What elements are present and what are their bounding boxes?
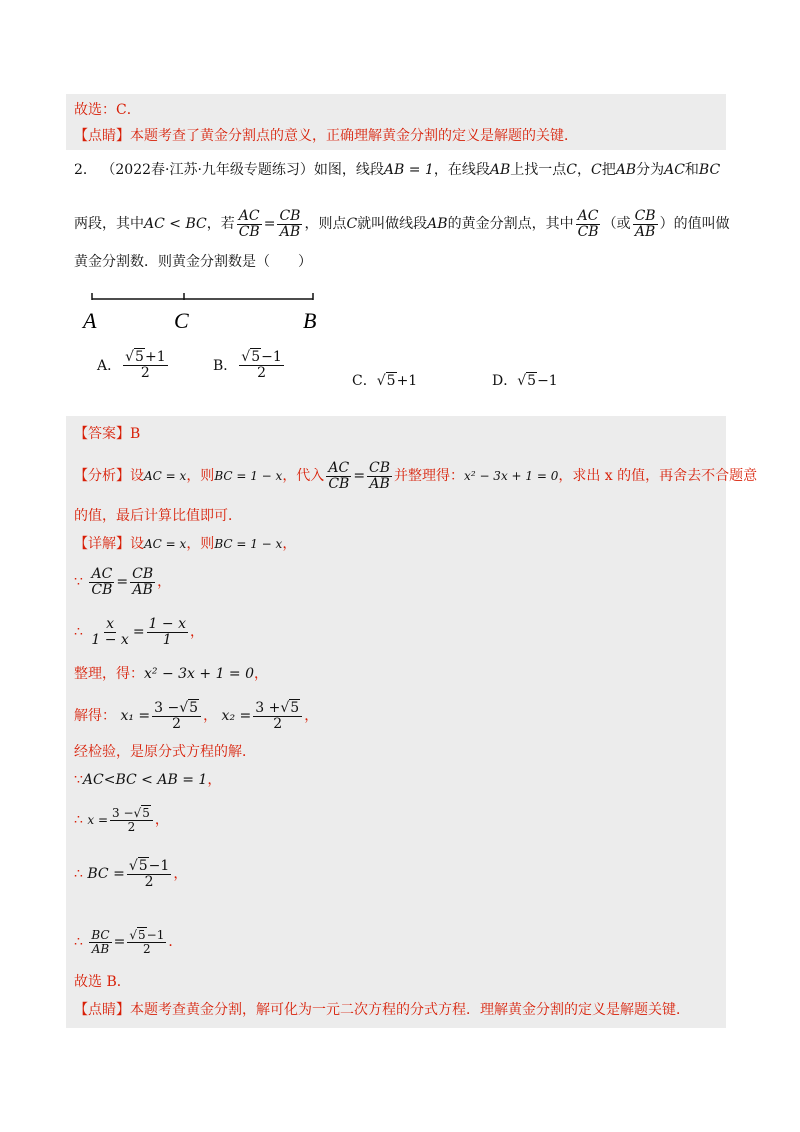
text: ，求出 x 的值，再舍去不合题意 (558, 468, 758, 484)
therefore-symbol: ∴ (74, 624, 83, 640)
num: x (106, 615, 115, 632)
analysis-tag: 【分析】 (74, 468, 130, 484)
choose-line: 故选 B． (74, 974, 131, 990)
math: BC = 1 − x (214, 537, 283, 551)
question-number: 2． (74, 162, 97, 178)
text: ， (154, 812, 169, 828)
step-1 (74, 560, 171, 604)
num: AC (91, 565, 113, 582)
num: CB (132, 565, 154, 582)
sqrt-symbol: √ (129, 927, 137, 942)
step-7 (74, 800, 169, 840)
den: CB (238, 223, 260, 240)
step-9 (74, 920, 182, 964)
math: C (346, 216, 358, 232)
label-a: A (83, 308, 97, 333)
text: = (263, 216, 276, 232)
num: AC (328, 459, 350, 476)
math: BC = (87, 866, 125, 882)
math: x = (87, 813, 109, 827)
text: ， (282, 536, 297, 552)
den: 1 − x (91, 631, 129, 648)
comment-text: 本题考查了黄金分割点的意义，正确理解黄金分割的定义是解题的关键． (130, 128, 578, 144)
text: ，若 (206, 216, 235, 232)
den: AB (634, 223, 656, 240)
fraction (152, 701, 201, 731)
radicand: 5 (138, 857, 148, 874)
math: AB (489, 162, 511, 178)
option-label: A． (97, 358, 122, 375)
text: 的黄金分割点，其中 (447, 216, 574, 232)
text: −1 (261, 349, 282, 365)
text: ， (203, 708, 218, 724)
answer-line: 【答案】B (74, 426, 141, 442)
math: x² − 3x + 1 = 0 (144, 666, 255, 682)
math: C (590, 162, 602, 178)
step-4 (74, 694, 318, 738)
den: AB (132, 581, 153, 598)
den: 2 (273, 715, 283, 732)
text: −1 (537, 373, 558, 389)
math: AB (615, 162, 637, 178)
fraction (253, 701, 302, 731)
fraction (89, 567, 114, 597)
step-3 (74, 664, 268, 684)
text: = (353, 468, 366, 484)
step-8 (74, 852, 187, 896)
math: BC (698, 162, 721, 178)
math: C (566, 162, 577, 178)
fraction (633, 209, 658, 239)
solution-comment-line (74, 1000, 690, 1020)
num: CB (279, 207, 301, 224)
sqrt-symbol: √ (125, 349, 135, 365)
text: 解得： (74, 708, 116, 724)
text: ， (576, 162, 591, 178)
text: ）的值叫做 (659, 216, 730, 232)
fraction (89, 929, 111, 955)
text: ， (189, 624, 204, 640)
num: AC (238, 207, 260, 224)
den: 2 (127, 819, 136, 834)
fraction (239, 350, 283, 380)
text: +1 (396, 373, 418, 389)
text: 设 (130, 536, 144, 552)
num: CB (634, 207, 656, 224)
sqrt-symbol: √ (133, 805, 142, 820)
fraction (130, 567, 155, 597)
math: AC < BC (144, 216, 207, 232)
comment-tag: 【点睛】 (74, 128, 130, 144)
fraction (277, 209, 302, 239)
option-c[interactable] (352, 370, 417, 390)
math: AC = x (144, 537, 187, 551)
detail-tag: 【详解】 (74, 536, 130, 552)
text: 分为 (636, 162, 665, 178)
because-symbol: ∵ (74, 574, 83, 590)
text: = (116, 574, 129, 590)
text: 上找一点 (510, 162, 567, 178)
den: CB (577, 223, 599, 240)
therefore-symbol: ∴ (74, 866, 83, 882)
option-a[interactable] (97, 350, 170, 380)
sqrt-symbol: √ (280, 699, 290, 716)
text: −1 (146, 927, 165, 942)
den: CB (91, 581, 113, 598)
radicand: 5 (527, 373, 537, 389)
den: AB (279, 223, 301, 240)
option-d[interactable] (492, 370, 558, 390)
text: 就叫做线段 (357, 216, 428, 232)
math: x₁ = (120, 708, 151, 724)
therefore-symbol: ∴ (74, 812, 83, 828)
den: 1 (162, 631, 172, 648)
label-c: C (174, 308, 189, 333)
text: ， (207, 772, 222, 788)
text: 并整理得： (394, 468, 465, 484)
text: ，在线段 (433, 162, 490, 178)
option-label: B． (213, 358, 238, 375)
step-6 (74, 770, 221, 790)
text: ， (304, 708, 319, 724)
text: 把 (601, 162, 616, 178)
text: 3 − (154, 699, 180, 716)
text: 设 (130, 468, 144, 484)
step-2 (74, 610, 204, 654)
question-line-1 (74, 160, 720, 180)
text: 两段，其中 (74, 216, 144, 232)
analysis-line-2: 的值，最后计算比值即可． (74, 508, 242, 524)
radicand: 5 (142, 805, 150, 820)
fraction (147, 617, 188, 647)
radicand: 5 (386, 373, 396, 389)
text: −1 (148, 857, 170, 874)
math: x₂ = (221, 708, 252, 724)
math: x² − 3x + 1 = 0 (464, 469, 559, 483)
fraction (127, 859, 171, 889)
question-line-2 (74, 202, 730, 246)
text: 3 + (255, 699, 281, 716)
den: 2 (172, 715, 182, 732)
fraction (127, 929, 166, 955)
math: BC = 1 − x (214, 469, 283, 483)
num: BC (91, 927, 110, 942)
num: CB (369, 459, 391, 476)
radicand: 5 (189, 699, 199, 716)
comment-tag: 【点睛】 (74, 1002, 130, 1018)
option-label: C． (352, 373, 377, 389)
den: 2 (140, 364, 150, 381)
radicand: 5 (290, 699, 300, 716)
therefore-symbol: ∴ (74, 934, 83, 950)
top-comment-line (74, 126, 578, 146)
detail-line (74, 534, 296, 554)
text: ，则点 (304, 216, 347, 232)
den: 2 (257, 364, 266, 381)
den: 2 (143, 941, 151, 956)
math: AB = 1 (383, 162, 434, 178)
question-line-3: 黄金分割数．则黄金分割数是（ ） (74, 254, 312, 270)
radicand: 5 (251, 349, 261, 365)
text: = (132, 624, 145, 640)
fraction (110, 807, 153, 833)
text: ， (254, 666, 269, 682)
math: AC = x (144, 469, 187, 483)
analysis-line-1 (74, 454, 757, 498)
sqrt-symbol: √ (376, 373, 386, 389)
text: ，则 (186, 468, 215, 484)
text: 如图，线段 (313, 162, 384, 178)
sqrt-symbol: √ (128, 857, 138, 874)
math: AC (664, 162, 685, 178)
top-answer-line: 故选：C． (74, 102, 141, 118)
num: AC (577, 207, 599, 224)
fraction (237, 209, 262, 239)
label-b: B (303, 308, 317, 333)
num: 1 − x (148, 615, 186, 632)
radicand: 5 (138, 927, 146, 942)
fraction (367, 461, 392, 491)
text: +1 (144, 349, 166, 365)
question-source: （2022春·江苏·九年级专题练习） (101, 162, 314, 178)
math: AB (427, 216, 448, 232)
den: 2 (144, 873, 154, 890)
step-5: 经检验，是原分式方程的解． (74, 744, 256, 760)
text: 3 − (112, 805, 134, 820)
text: 和 (684, 162, 699, 178)
fraction (89, 617, 130, 647)
math: AC<BC < AB = 1 (82, 772, 208, 788)
comment-text: 本题考查黄金分割，解可化为一元二次方程的分式方程．理解黄金分割的定义是解题关键． (130, 1002, 690, 1018)
fraction (123, 350, 167, 380)
because-symbol: ∵ (74, 772, 83, 788)
sqrt-symbol: √ (179, 699, 189, 716)
den: AB (369, 475, 390, 492)
text: （或 (602, 216, 631, 232)
sqrt-symbol: √ (241, 349, 251, 365)
den: CB (328, 475, 350, 492)
text: ，代入 (282, 468, 325, 484)
text: = (113, 934, 126, 950)
sqrt-symbol: √ (517, 373, 527, 389)
option-label: D． (492, 373, 518, 389)
radicand: 5 (135, 349, 144, 365)
text: 整理，得： (74, 666, 144, 682)
fraction (326, 461, 351, 491)
text: ， (173, 866, 188, 882)
den: AB (91, 941, 110, 956)
text: ，则 (186, 536, 215, 552)
fraction (576, 209, 601, 239)
text: ， (157, 574, 172, 590)
text: ． (168, 934, 183, 950)
option-b[interactable] (213, 350, 286, 380)
segment-diagram (78, 290, 328, 335)
